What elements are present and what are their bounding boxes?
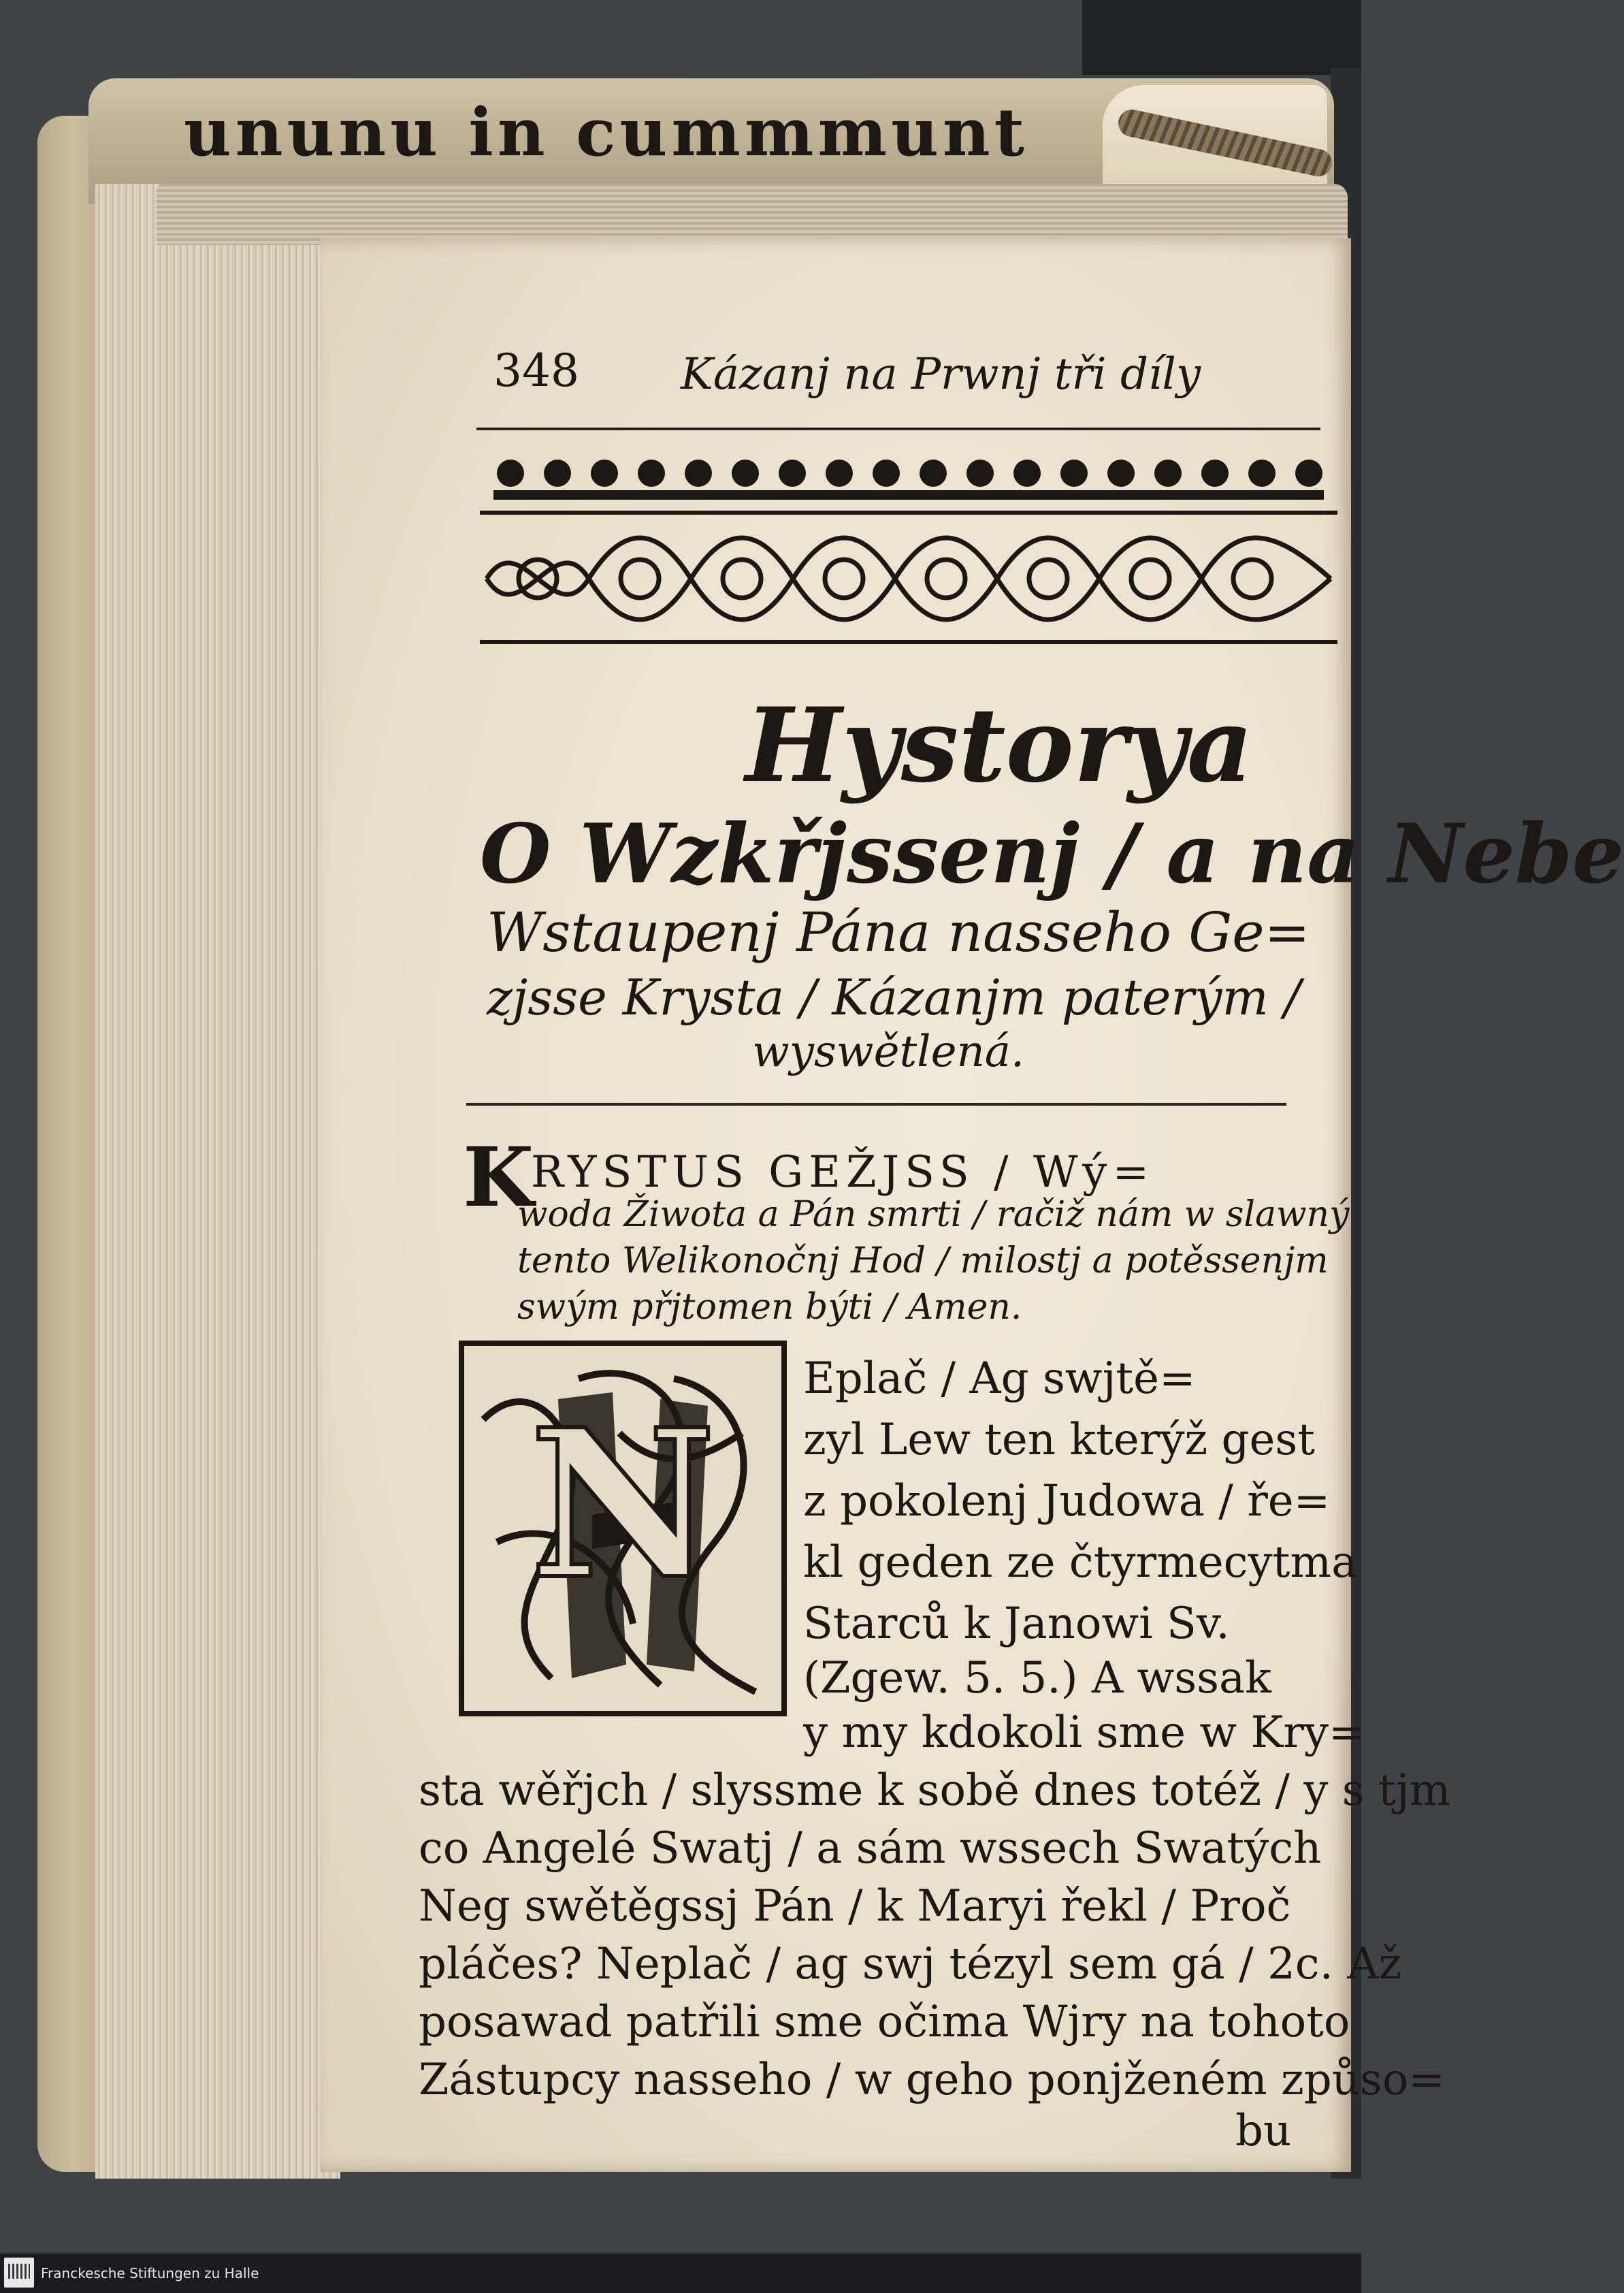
page-number: 348 xyxy=(493,344,579,397)
header-rule xyxy=(476,428,1320,430)
invocation-line-1: woda Žiwota a Pán smrti / račiž nám w slawný xyxy=(517,1194,1350,1235)
body-line: pláčes? Neplač / ag swj tézyl sem gá / 2c. Až xyxy=(419,1939,1402,1989)
body-line: kl geden ze čtyrmecytma xyxy=(803,1537,1358,1588)
invocation-line-3: swým přjtomen býti / Amen. xyxy=(517,1287,1022,1328)
title-line-3: Wstaupenj Pána nasseho Ge= xyxy=(487,901,1310,964)
body-line: z pokolenj Judowa / ře= xyxy=(803,1476,1331,1526)
body-line: posawad patřili sme očima Wjry na tohoto xyxy=(419,1997,1350,2047)
body-line: co Angelé Swatj / a sám wssech Swatých xyxy=(419,1823,1322,1874)
initial-letter: N xyxy=(529,1384,717,1624)
decorated-initial xyxy=(456,1338,790,1719)
catchword: bu xyxy=(1235,2106,1292,2156)
body-line: zyl Lew ten kterýž gest xyxy=(803,1415,1315,1465)
body-line: Eplač / Ag swjtě= xyxy=(803,1353,1196,1404)
invocation-initial: K xyxy=(463,1129,534,1225)
invocation-heading: RYSTUS GEŽJSS / Wý= xyxy=(531,1147,1155,1198)
body-line: Starců k Janowi Sv. xyxy=(803,1599,1230,1649)
title-line-4: zjsse Krysta / Kázanjm paterým / xyxy=(487,969,1301,1026)
title-line-1: Hystorya xyxy=(745,686,1254,805)
title-rule xyxy=(466,1103,1286,1106)
body-line: sta wěřjch / slyssme k sobě dnes totéž / y s tjm xyxy=(419,1765,1451,1816)
title-line-2: O Wzkřjssenj / a na Nebe xyxy=(480,806,1624,902)
ornamental-headpiece xyxy=(480,443,1337,647)
body-line: Neg swětěgssj Pán / k Maryi řekl / Proč xyxy=(419,1881,1291,1931)
institution-name: Franckesche Stiftungen zu Halle xyxy=(41,2265,259,2281)
running-head: Kázanj na Prwnj tři díly xyxy=(681,349,1201,400)
background-dark-corner xyxy=(1082,0,1361,75)
institution-logo-mark-icon xyxy=(8,2264,30,2279)
invocation-line-2: tento Welikonočnj Hod / milostj a potěssenjm xyxy=(517,1240,1329,1281)
page-top-edges xyxy=(157,184,1348,245)
body-line: Zástupcy nasseho / w geho ponjženém způso= xyxy=(419,2055,1445,2105)
body-line: (Zgew. 5. 5.) A wssak xyxy=(803,1653,1271,1703)
body-line: y my kdokoli sme w Kry= xyxy=(803,1707,1365,1758)
title-line-5: wyswětlená. xyxy=(752,1027,1025,1077)
spine-lettering: ununu in cummmunt xyxy=(184,94,1029,171)
page-block-edges xyxy=(95,184,340,2179)
